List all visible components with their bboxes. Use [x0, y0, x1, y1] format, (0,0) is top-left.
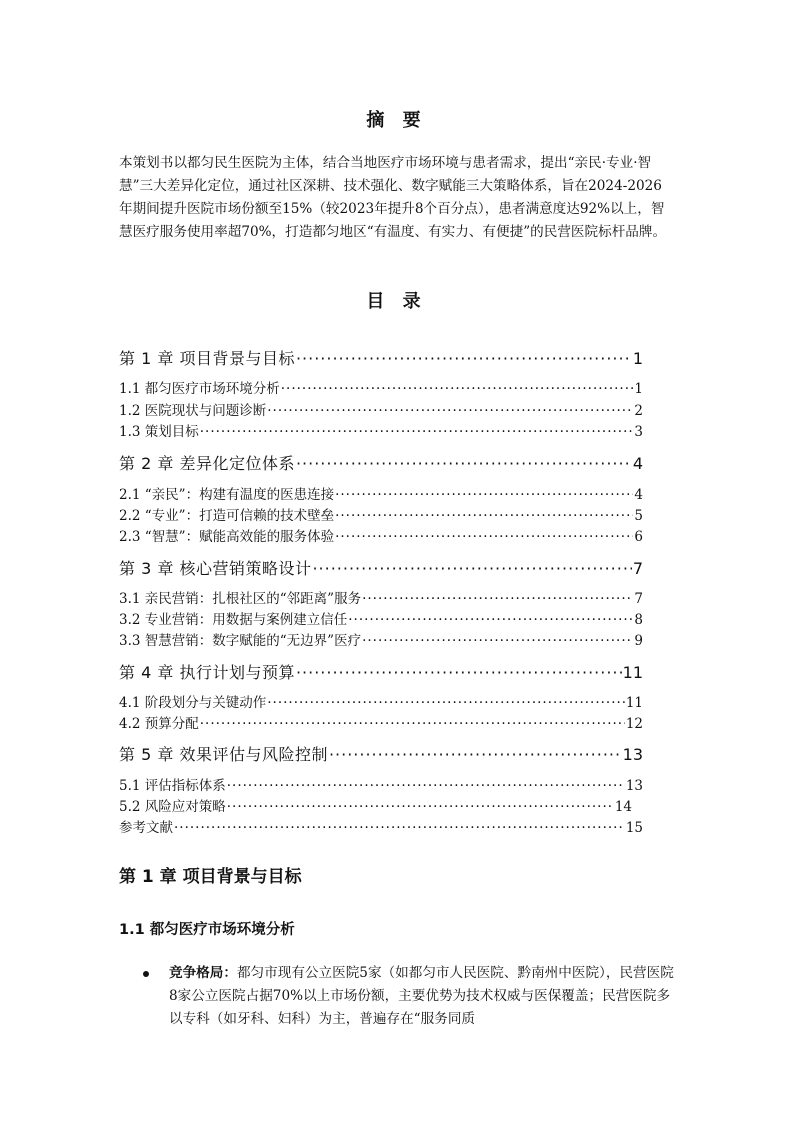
toc-entry[interactable]	[119, 660, 643, 683]
section-heading: 1.1 都匀医疗市场环境分析	[119, 922, 295, 938]
toc-entry-text: 2.3 “智慧”：赋能高效能的服务体验	[119, 529, 335, 545]
toc-entry-text: 3.1 亲民营销：扎根社区的“邻距离”服务	[119, 591, 362, 607]
toc-entry-page: 14	[614, 799, 632, 815]
toc-entry[interactable]	[119, 742, 643, 765]
toc-entry-page: 4	[634, 487, 643, 503]
toc-entry[interactable]	[119, 399, 643, 419]
toc-entry-page: 7	[634, 591, 643, 607]
toc-leader	[200, 424, 634, 440]
toc-entry[interactable]	[119, 504, 643, 524]
toc-entry[interactable]	[119, 525, 643, 545]
toc-entry[interactable]	[119, 712, 643, 732]
toc-entry-text: 4.2 预算分配	[119, 716, 199, 732]
toc-entry-page: 11	[625, 695, 643, 711]
toc-entry-text: 第 4 章 执行计划与预算	[119, 663, 295, 682]
toc-entry-text: 3.3 智慧营销：数字赋能的“无边界”医疗	[119, 633, 362, 649]
toc-leader	[227, 799, 614, 815]
abstract-title: 摘 要	[366, 110, 427, 131]
toc-entry[interactable]	[119, 774, 643, 794]
toc-entry-text: 参考文献	[119, 820, 173, 836]
toc-leader	[335, 529, 633, 545]
toc-entry-page: 4	[632, 454, 643, 473]
toc-entry[interactable]	[119, 420, 643, 440]
toc-entry[interactable]	[119, 377, 643, 397]
toc-entry-page: 7	[632, 559, 643, 578]
toc-entry-text: 1.2 医院现状与问题诊断	[119, 403, 267, 419]
toc-leader	[362, 633, 633, 649]
toc-entry[interactable]	[119, 587, 643, 607]
toc-leader	[296, 454, 632, 473]
toc-entry-page: 13	[622, 745, 643, 764]
chapter-heading: 第 1 章 项目背景与目标	[119, 867, 302, 887]
toc-entry-page: 15	[625, 820, 643, 836]
bullet-text: 都匀市现有公立医院5家（如都匀市人民医院、黔南州中医院），民营医院8家公立医院占据70%以上市场份额，主要优势为技术权威与医保覆盖；民营医院多以专科（如牙科、妇科）为主，普遍存在“服务同质	[169, 965, 674, 1027]
toc-entry-page: 9	[634, 633, 643, 649]
toc-leader	[335, 508, 633, 524]
toc-leader	[362, 591, 633, 607]
toc-entry[interactable]	[119, 608, 643, 628]
toc-entry[interactable]	[119, 556, 643, 579]
toc-entry-text: 第 5 章 效果评估与风险控制	[119, 745, 328, 764]
toc-entry-text: 2.1 “亲民”：构建有温度的医患连接	[119, 487, 335, 503]
toc-entry-page: 1	[634, 381, 643, 397]
toc-entry-page: 11	[622, 663, 643, 682]
toc-entry-page: 12	[625, 716, 643, 732]
toc-entry[interactable]	[119, 629, 643, 649]
toc-leader	[281, 381, 634, 397]
toc-entry-text: 5.1 评估指标体系	[119, 778, 226, 794]
toc-entry-text: 第 2 章 差异化定位体系	[119, 454, 295, 473]
bullet-label: 竞争格局：	[169, 965, 237, 981]
toc-entry[interactable]	[119, 483, 643, 503]
bullet-item	[143, 962, 675, 1031]
toc-leader	[296, 349, 632, 368]
toc-entry-page: 3	[634, 424, 643, 440]
toc-entry-text: 第 3 章 核心营销策略设计	[119, 559, 312, 578]
toc-entry-page: 5	[634, 508, 643, 524]
toc-entry-page: 13	[625, 778, 643, 794]
abstract-body: 本策划书以都匀民生医院为主体，结合当地医疗市场环境与患者需求，提出“亲民·专业·智慧”三大差异化定位，通过社区深耕、技术强化、数字赋能三大策略体系，旨在2024-2026年期间提升医院市场份额至15%（较2023年提升8个百分点），患者满意度达92%以上，智慧医疗服务使用率超70%，打造都匀地区“有温度、有实力、有便捷”的民营医院标杆品牌。	[119, 155, 667, 240]
toc-entry-page: 1	[632, 349, 643, 368]
toc-entry-text: 1.3 策划目标	[119, 424, 199, 440]
toc-entry-text: 1.1 都匀医疗市场环境分析	[119, 381, 280, 397]
toc-entry[interactable]	[119, 691, 643, 711]
toc-entry[interactable]	[119, 816, 643, 836]
toc-entry-page: 6	[634, 529, 643, 545]
toc-entry[interactable]	[119, 795, 632, 815]
toc-leader	[267, 403, 633, 419]
toc-leader	[312, 559, 631, 578]
toc-leader	[296, 663, 622, 682]
toc-leader	[329, 745, 622, 764]
toc-leader	[267, 695, 625, 711]
toc-entry-text: 5.2 风险应对策略	[119, 799, 226, 815]
toc-entry-text: 4.1 阶段划分与关键动作	[119, 695, 267, 711]
toc-leader	[348, 612, 633, 628]
toc-entry-page: 8	[634, 612, 643, 628]
toc-title: 目 录	[366, 291, 427, 312]
toc-leader	[227, 778, 625, 794]
toc-leader	[335, 487, 633, 503]
toc-entry-text: 2.2 “专业”：打造可信赖的技术壁垒	[119, 508, 335, 524]
toc-entry[interactable]	[119, 346, 643, 369]
bullet-text-block	[169, 962, 675, 1031]
toc-entry[interactable]	[119, 451, 643, 474]
toc-entry-text: 3.2 专业营销：用数据与案例建立信任	[119, 612, 348, 628]
toc-entry-text: 第 1 章 项目背景与目标	[119, 349, 295, 368]
toc-entry-page: 2	[634, 403, 643, 419]
toc-leader	[174, 820, 625, 836]
bullet-dot-icon	[143, 971, 149, 977]
toc-leader	[200, 716, 625, 732]
